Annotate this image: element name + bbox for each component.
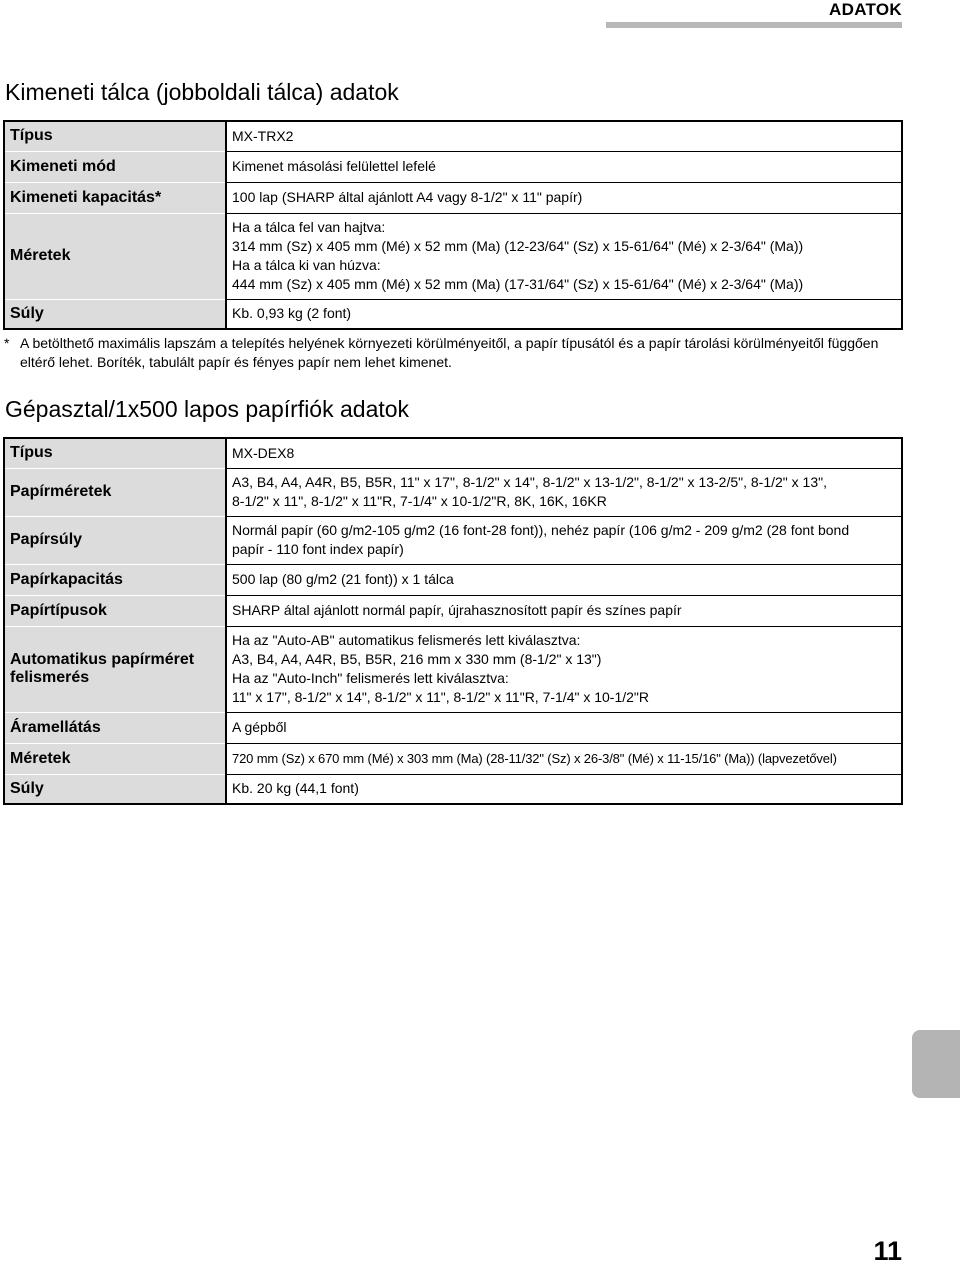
output-tray-spec-table <box>3 120 903 330</box>
row-label: Áramellátás <box>4 712 226 743</box>
row-label: Papírméretek <box>4 468 226 516</box>
table-row <box>4 743 902 774</box>
value-line: Normál papír (60 g/m2-105 g/m2 (16 font-28 font)), nehéz papír (106 g/m2 - 209 g/m2 (28 font bond <box>232 522 850 538</box>
table-row <box>4 182 902 213</box>
value-line: Kb. 20 kg (44,1 font) <box>232 780 359 797</box>
page-number: 11 <box>873 1236 902 1266</box>
value-line: 500 lap (80 g/m2 (21 font)) x 1 tálca <box>232 571 454 587</box>
value-line: Ha a tálca fel van hajtva: <box>232 219 386 235</box>
table-row <box>4 121 902 151</box>
table-row <box>4 626 902 712</box>
table-row <box>4 468 902 516</box>
value-line: papír - 110 font index papír) <box>232 541 404 557</box>
row-label: Súly <box>4 774 226 804</box>
value-line: 11" x 17", 8-1/2" x 14", 8-1/2" x 11", 8-1/2" x 11"R, 7-1/4" x 10-1/2"R <box>232 689 650 705</box>
table-row <box>4 564 902 595</box>
value-line: MX-DEX8 <box>232 444 295 461</box>
value-line: Ha az "Auto-AB" automatikus felismerés lett kiválasztva: <box>232 632 581 648</box>
row-value <box>226 743 902 774</box>
table-row <box>4 516 902 564</box>
value-line: Ha az "Auto-Inch" felismerés lett kiválasztva: <box>232 670 509 686</box>
row-value <box>226 213 902 299</box>
row-label: Méretek <box>4 743 226 774</box>
row-label: Kimeneti mód <box>4 151 226 182</box>
row-value <box>226 712 902 743</box>
row-label: Típus <box>4 121 226 151</box>
value-line: A3, B4, A4, A4R, B5, B5R, 11" x 17", 8-1/2" x 14", 8-1/2" x 13-1/2", 8-1/2" x 13-2/5", 8-1/2" x 13", <box>232 474 827 490</box>
row-label: Méretek <box>4 213 226 299</box>
header-rule <box>606 22 902 28</box>
table-row <box>4 213 902 299</box>
table-row <box>4 151 902 182</box>
table-row <box>4 438 902 468</box>
row-label: Papírsúly <box>4 516 226 564</box>
value-line: Kb. 0,93 kg (2 font) <box>232 305 352 322</box>
row-value <box>226 121 902 151</box>
row-value <box>226 151 902 182</box>
value-line: 444 mm (Sz) x 405 mm (Mé) x 52 mm (Ma) (17-31/64" (Sz) x 15-61/64" (Mé) x 2-3/64" (Ma)) <box>232 276 804 292</box>
value-line: A3, B4, A4, A4R, B5, B5R, 216 mm x 330 mm (8-1/2" x 13") <box>232 651 602 667</box>
row-value <box>226 516 902 564</box>
section-title-stand: Gépasztal/1x500 lapos papírfiók adatok <box>5 396 410 422</box>
footnote <box>3 334 903 372</box>
table-row <box>4 299 902 329</box>
value-line: Kimenet másolási felülettel lefelé <box>232 158 436 174</box>
value-line: 720 mm (Sz) x 670 mm (Mé) x 303 mm (Ma) (28-11/32" (Sz) x 26-3/8" (Mé) x 11-15/16" (Ma)) (lapvezetővel) <box>232 751 837 766</box>
row-value <box>226 626 902 712</box>
value-line: 8-1/2" x 11", 8-1/2" x 11"R, 7-1/4" x 10-1/2"R, 8K, 16K, 16KR <box>232 493 607 509</box>
value-line: Ha a tálca ki van húzva: <box>232 257 381 273</box>
value-line: 314 mm (Sz) x 405 mm (Mé) x 52 mm (Ma) (12-23/64" (Sz) x 15-61/64" (Mé) x 2-3/64" (Ma)) <box>232 238 804 254</box>
footnote-marker: * <box>4 335 10 351</box>
row-value <box>226 182 902 213</box>
table-row <box>4 595 902 626</box>
table-row <box>4 712 902 743</box>
row-label: Súly <box>4 299 226 329</box>
table-row <box>4 774 902 804</box>
row-value <box>226 564 902 595</box>
row-value <box>226 595 902 626</box>
section-title-output-tray: Kimeneti tálca (jobboldali tálca) adatok <box>5 79 399 105</box>
row-label: Papírkapacitás <box>4 564 226 595</box>
row-value <box>226 438 902 468</box>
chapter-header: ADATOK <box>829 0 902 19</box>
row-label: Kimeneti kapacitás* <box>4 182 226 213</box>
row-label: Papírtípusok <box>4 595 226 626</box>
row-value <box>226 468 902 516</box>
chapter-tab-marker <box>912 1030 960 1098</box>
footnote-text: A betölthető maximális lapszám a telepítés helyének környezeti körülményeitől, a papír típusától és a papír tárolási körülményeitől függően eltérő lehet. Boríték, tabulált papír és fényes papír nem lehet kimenet. <box>20 335 879 370</box>
value-line: A gépből <box>232 719 287 735</box>
value-line: SHARP által ajánlott normál papír, újrahasznosított papír és színes papír <box>232 602 682 618</box>
row-label: Típus <box>4 438 226 468</box>
row-value <box>226 774 902 804</box>
value-line: MX-TRX2 <box>232 127 294 144</box>
stand-drawer-spec-table <box>3 437 903 805</box>
row-value <box>226 299 902 329</box>
row-label: Automatikus papírméret felismerés <box>4 626 226 712</box>
value-line: 100 lap (SHARP által ajánlott A4 vagy 8-1/2" x 11" papír) <box>232 189 583 205</box>
